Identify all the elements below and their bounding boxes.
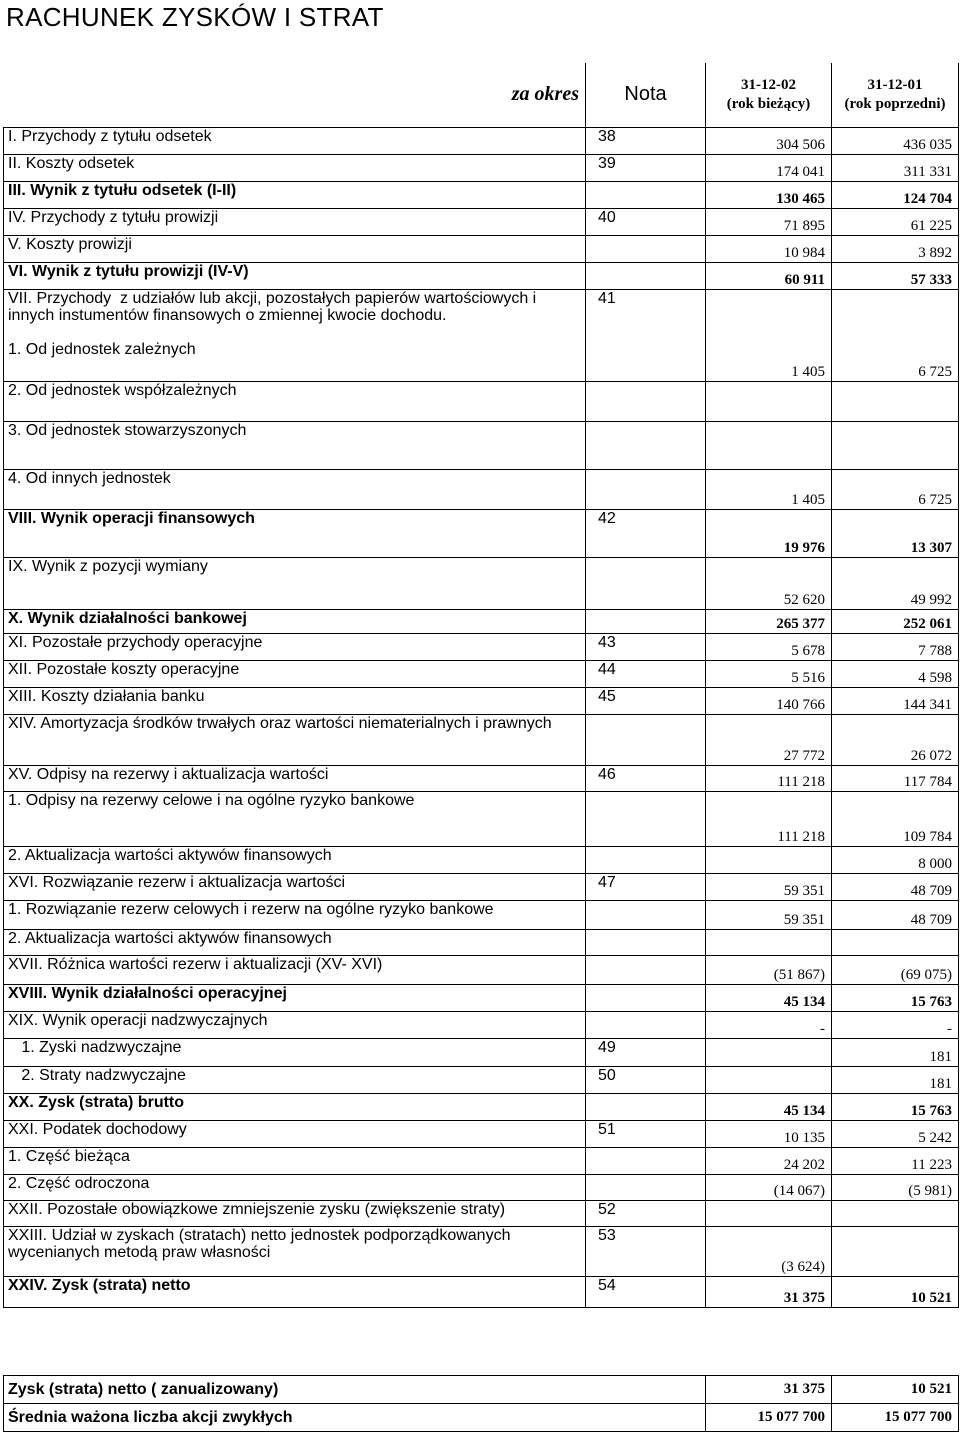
summary-row xyxy=(4,1404,959,1432)
row-previous-value: 311 331 xyxy=(832,154,959,181)
row-label: 1. Zyski nadzwyczajne xyxy=(4,1038,586,1066)
row-label: 2. Od jednostek współzależnych xyxy=(4,381,586,421)
row-previous-value: 57 333 xyxy=(832,262,959,289)
row-label: 4. Od innych jednostek xyxy=(4,469,586,509)
row-previous-value: 117 784 xyxy=(832,765,959,791)
statement-row xyxy=(4,1276,959,1307)
row-note xyxy=(586,1147,706,1174)
row-label: XII. Pozostałe koszty operacyjne xyxy=(4,660,586,687)
statement-row xyxy=(4,765,959,791)
row-current-value xyxy=(706,929,832,955)
row-previous-value: 49 992 xyxy=(832,557,959,609)
statement-row xyxy=(4,127,959,154)
row-note xyxy=(586,235,706,262)
row-current-value: 31 375 xyxy=(706,1276,832,1307)
row-label: 2. Aktualizacja wartości aktywów finansowych xyxy=(4,846,586,873)
row-note: 38 xyxy=(586,127,706,154)
row-current-value xyxy=(706,421,832,469)
row-previous-value: 15 763 xyxy=(832,984,959,1011)
row-label: 1. Część bieżąca xyxy=(4,1147,586,1174)
row-current-value: 111 218 xyxy=(706,765,832,791)
statement-row xyxy=(4,1174,959,1200)
row-note xyxy=(586,181,706,208)
row-note xyxy=(586,955,706,984)
row-current-value: 130 465 xyxy=(706,181,832,208)
row-previous-value: 11 223 xyxy=(832,1147,959,1174)
row-note: 43 xyxy=(586,633,706,660)
table-header-row xyxy=(4,63,959,127)
statement-row xyxy=(4,984,959,1011)
row-label: XIII. Koszty działania banku xyxy=(4,687,586,714)
row-label: IV. Przychody z tytułu prowizji xyxy=(4,208,586,235)
row-note: 44 xyxy=(586,660,706,687)
row-previous-value xyxy=(832,929,959,955)
current-year-header: 31-12-02 (rok bieżący) xyxy=(706,63,832,127)
row-previous-value: 61 225 xyxy=(832,208,959,235)
row-current-value: 111 218 xyxy=(706,791,832,846)
row-current-value: 52 620 xyxy=(706,557,832,609)
row-note: 52 xyxy=(586,1200,706,1226)
row-label: VII. Przychody z udziałów lub akcji, pozostałych papierów wartościowych i innych instumentów finansowych o zmiennej kwocie dochodu. 1. Od jednostek zależnych xyxy=(4,289,586,381)
row-note xyxy=(586,1093,706,1120)
row-note xyxy=(586,1174,706,1200)
row-current-value: 174 041 xyxy=(706,154,832,181)
row-label: 3. Od jednostek stowarzyszonych xyxy=(4,421,586,469)
statement-row xyxy=(4,208,959,235)
row-previous-value: 48 709 xyxy=(832,900,959,929)
summary-previous-value: 15 077 700 xyxy=(832,1404,959,1432)
row-current-value: 45 134 xyxy=(706,1093,832,1120)
row-previous-value: 181 xyxy=(832,1066,959,1093)
row-current-value xyxy=(706,1038,832,1066)
row-current-value xyxy=(706,1066,832,1093)
summary-label: Średnia ważona liczba akcji zwykłych xyxy=(4,1404,706,1432)
statement-row xyxy=(4,791,959,846)
row-current-value: 5 516 xyxy=(706,660,832,687)
row-note: 49 xyxy=(586,1038,706,1066)
statement-row xyxy=(4,1066,959,1093)
row-previous-value: 13 307 xyxy=(832,509,959,557)
row-note xyxy=(586,791,706,846)
statement-row xyxy=(4,509,959,557)
row-current-value: 265 377 xyxy=(706,609,832,633)
row-previous-value: 124 704 xyxy=(832,181,959,208)
row-note: 50 xyxy=(586,1066,706,1093)
row-label: XIV. Amortyzacja środków trwałych oraz wartości niematerialnych i prawnych xyxy=(4,714,586,765)
row-label: XX. Zysk (strata) brutto xyxy=(4,1093,586,1120)
statement-row xyxy=(4,262,959,289)
statement-row xyxy=(4,687,959,714)
row-note: 51 xyxy=(586,1120,706,1147)
statement-row xyxy=(4,1093,959,1120)
row-current-value: 60 911 xyxy=(706,262,832,289)
statement-row xyxy=(4,235,959,262)
summary-label: Zysk (strata) netto ( zanualizowany) xyxy=(4,1376,706,1404)
row-previous-value: 181 xyxy=(832,1038,959,1066)
statement-row xyxy=(4,289,959,381)
row-previous-value: 252 061 xyxy=(832,609,959,633)
row-previous-value xyxy=(832,1226,959,1276)
row-current-value xyxy=(706,846,832,873)
row-previous-value xyxy=(832,1200,959,1226)
row-current-value: 10 984 xyxy=(706,235,832,262)
statement-row xyxy=(4,929,959,955)
row-current-value: (14 067) xyxy=(706,1174,832,1200)
row-current-value: 27 772 xyxy=(706,714,832,765)
row-previous-value: (69 075) xyxy=(832,955,959,984)
statement-row xyxy=(4,557,959,609)
row-label: XVII. Różnica wartości rezerw i aktualizacji (XV- XVI) xyxy=(4,955,586,984)
row-label: XVIII. Wynik działalności operacyjnej xyxy=(4,984,586,1011)
summary-previous-value: 10 521 xyxy=(832,1376,959,1404)
row-label: VI. Wynik z tytułu prowizji (IV-V) xyxy=(4,262,586,289)
row-current-value: 45 134 xyxy=(706,984,832,1011)
row-note xyxy=(586,469,706,509)
row-note: 39 xyxy=(586,154,706,181)
row-previous-value: 48 709 xyxy=(832,873,959,900)
row-label: XV. Odpisy na rezerwy i aktualizacja wartości xyxy=(4,765,586,791)
row-current-value: 71 895 xyxy=(706,208,832,235)
statement-row xyxy=(4,1011,959,1038)
summary-current-value: 15 077 700 xyxy=(706,1404,832,1432)
row-current-value: 59 351 xyxy=(706,873,832,900)
row-note: 53 xyxy=(586,1226,706,1276)
row-label: 1. Rozwiązanie rezerw celowych i rezerw na ogólne ryzyko bankowe xyxy=(4,900,586,929)
statement-row xyxy=(4,873,959,900)
row-note: 45 xyxy=(586,687,706,714)
row-previous-value: (5 981) xyxy=(832,1174,959,1200)
statement-row xyxy=(4,846,959,873)
row-note xyxy=(586,714,706,765)
row-current-value: 24 202 xyxy=(706,1147,832,1174)
document-title: RACHUNEK ZYSKÓW I STRAT xyxy=(6,2,384,32)
statement-row xyxy=(4,181,959,208)
row-previous-value: 144 341 xyxy=(832,687,959,714)
row-label: XVI. Rozwiązanie rezerw i aktualizacja wartości xyxy=(4,873,586,900)
row-current-value xyxy=(706,1200,832,1226)
statement-row xyxy=(4,1120,959,1147)
statement-row xyxy=(4,421,959,469)
row-note xyxy=(586,609,706,633)
row-note: 47 xyxy=(586,873,706,900)
row-previous-value: 6 725 xyxy=(832,469,959,509)
row-current-value: 19 976 xyxy=(706,509,832,557)
row-label: IX. Wynik z pozycji wymiany xyxy=(4,557,586,609)
row-label: XIX. Wynik operacji nadzwyczajnych xyxy=(4,1011,586,1038)
row-previous-value: - xyxy=(832,1011,959,1038)
row-note: 54 xyxy=(586,1276,706,1307)
row-previous-value: 4 598 xyxy=(832,660,959,687)
statement-row xyxy=(4,381,959,421)
row-previous-value: 109 784 xyxy=(832,791,959,846)
row-label: XXIII. Udział w zyskach (stratach) netto jednostek podporządkowanych wycenianych metodą praw własności xyxy=(4,1226,586,1276)
row-current-value xyxy=(706,381,832,421)
statement-row xyxy=(4,154,959,181)
row-previous-value: 26 072 xyxy=(832,714,959,765)
row-previous-value: 436 035 xyxy=(832,127,959,154)
row-label: XXII. Pozostałe obowiązkowe zmniejszenie zysku (zwiększenie straty) xyxy=(4,1200,586,1226)
statement-row xyxy=(4,955,959,984)
previous-year-header: 31-12-01 (rok poprzedni) xyxy=(832,63,959,127)
row-previous-value: 3 892 xyxy=(832,235,959,262)
row-current-value: 304 506 xyxy=(706,127,832,154)
row-label: 2. Straty nadzwyczajne xyxy=(4,1066,586,1093)
statement-row xyxy=(4,900,959,929)
row-label: 2. Część odroczona xyxy=(4,1174,586,1200)
row-previous-value: 10 521 xyxy=(832,1276,959,1307)
row-note xyxy=(586,984,706,1011)
row-label: VIII. Wynik operacji finansowych xyxy=(4,509,586,557)
statement-row xyxy=(4,1147,959,1174)
row-current-value: (51 867) xyxy=(706,955,832,984)
summary-table xyxy=(3,1375,959,1432)
statement-row xyxy=(4,633,959,660)
row-label: XI. Pozostałe przychody operacyjne xyxy=(4,633,586,660)
row-current-value: 1 405 xyxy=(706,469,832,509)
row-previous-value: 15 763 xyxy=(832,1093,959,1120)
row-previous-value xyxy=(832,381,959,421)
row-current-value: - xyxy=(706,1011,832,1038)
row-note xyxy=(586,262,706,289)
note-column-header: Nota xyxy=(586,63,706,127)
summary-current-value: 31 375 xyxy=(706,1376,832,1404)
row-previous-value: 6 725 xyxy=(832,289,959,381)
statement-row xyxy=(4,1200,959,1226)
row-label: XXI. Podatek dochodowy xyxy=(4,1120,586,1147)
row-current-value: 1 405 xyxy=(706,289,832,381)
row-current-value: 59 351 xyxy=(706,900,832,929)
row-note: 46 xyxy=(586,765,706,791)
statement-row xyxy=(4,1226,959,1276)
statement-row xyxy=(4,609,959,633)
row-note xyxy=(586,557,706,609)
row-label: III. Wynik z tytułu odsetek (I-II) xyxy=(4,181,586,208)
row-label: I. Przychody z tytułu odsetek xyxy=(4,127,586,154)
row-note: 41 xyxy=(586,289,706,381)
period-header: za okres xyxy=(4,63,586,127)
row-previous-value xyxy=(832,421,959,469)
row-current-value: (3 624) xyxy=(706,1226,832,1276)
row-note: 42 xyxy=(586,509,706,557)
row-note xyxy=(586,900,706,929)
row-note xyxy=(586,381,706,421)
row-current-value: 5 678 xyxy=(706,633,832,660)
statement-row xyxy=(4,469,959,509)
row-label: II. Koszty odsetek xyxy=(4,154,586,181)
row-label: X. Wynik działalności bankowej xyxy=(4,609,586,633)
row-note xyxy=(586,421,706,469)
row-note xyxy=(586,929,706,955)
row-current-value: 10 135 xyxy=(706,1120,832,1147)
row-previous-value: 7 788 xyxy=(832,633,959,660)
row-current-value: 140 766 xyxy=(706,687,832,714)
row-label: 1. Odpisy na rezerwy celowe i na ogólne ryzyko bankowe xyxy=(4,791,586,846)
row-note xyxy=(586,1011,706,1038)
statement-row xyxy=(4,714,959,765)
row-label: V. Koszty prowizji xyxy=(4,235,586,262)
row-label: 2. Aktualizacja wartości aktywów finansowych xyxy=(4,929,586,955)
statement-row xyxy=(4,660,959,687)
row-note: 40 xyxy=(586,208,706,235)
row-previous-value: 8 000 xyxy=(832,846,959,873)
row-previous-value: 5 242 xyxy=(832,1120,959,1147)
row-label: XXIV. Zysk (strata) netto xyxy=(4,1276,586,1307)
income-statement-table xyxy=(3,63,959,1308)
statement-row xyxy=(4,1038,959,1066)
row-note xyxy=(586,846,706,873)
summary-row xyxy=(4,1376,959,1404)
